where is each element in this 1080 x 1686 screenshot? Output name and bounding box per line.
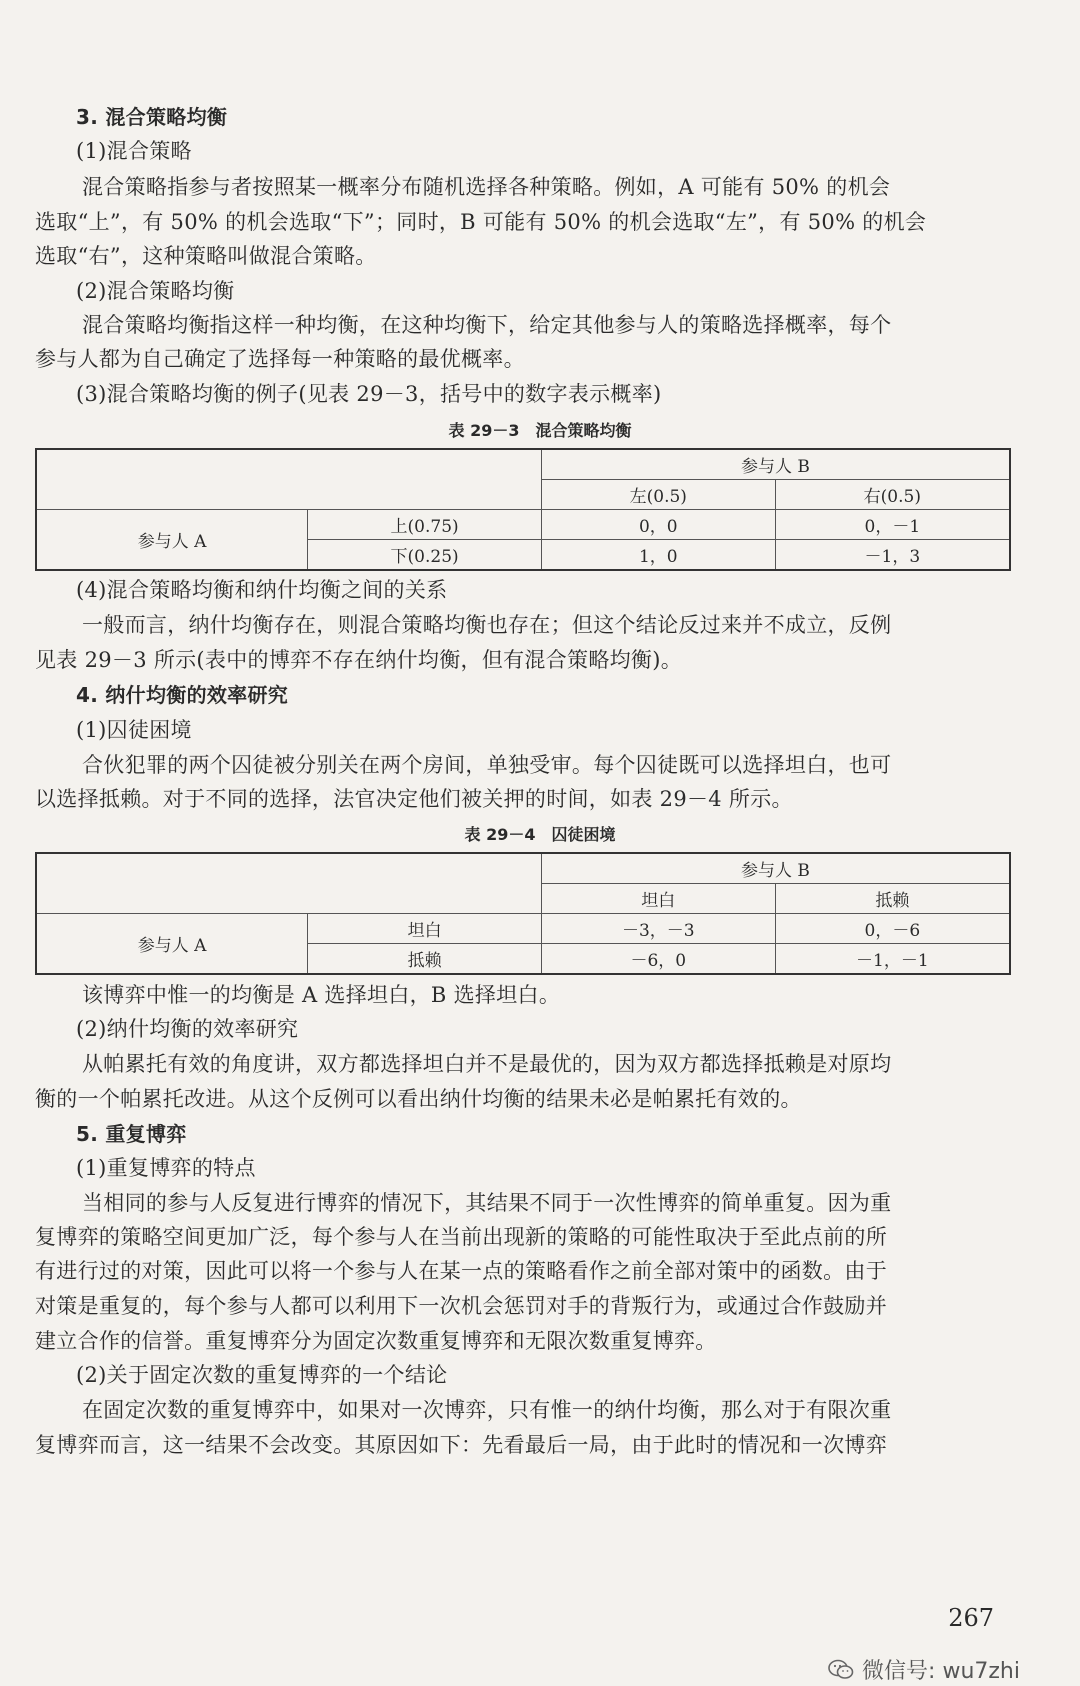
payoff-cell: －1，3 — [775, 540, 1010, 571]
player-b-header: 参与人 B — [541, 449, 1010, 480]
paragraph-line: 该博弈中惟一的均衡是 A 选择坦白，B 选择坦白。 — [82, 983, 561, 1007]
row-header: 抵赖 — [308, 944, 542, 975]
table-29-3 — [35, 448, 1011, 571]
paragraph-line: 从帕累托有效的角度讲，双方都选择坦白并不是最优的，因为双方都选择抵赖是对原均 — [82, 1052, 892, 1076]
col-header: 坦白 — [541, 884, 775, 914]
table-29-4 — [35, 852, 1011, 975]
paragraph-line: 选取“右”，这种策略叫做混合策略。 — [35, 244, 377, 268]
paragraph-line: 参与人都为自己确定了选择每一种策略的最优概率。 — [35, 347, 525, 371]
player-a-header: 参与人 A — [36, 510, 308, 571]
payoff-cell: －3，－3 — [541, 914, 775, 944]
paragraph-line: 合伙犯罪的两个囚徒被分别关在两个房间，单独受审。每个囚徒既可以选择坦白，也可 — [82, 753, 892, 777]
subsection-3-1: (1)混合策略 — [76, 139, 192, 163]
payoff-cell: 0，－6 — [775, 914, 1010, 944]
paragraph-line: 以选择抵赖。对于不同的选择，法官决定他们被关押的时间，如表 29－4 所示。 — [35, 787, 793, 811]
table-corner-cell — [36, 853, 541, 914]
paragraph-line: 一般而言，纳什均衡存在，则混合策略均衡也存在；但这个结论反过来并不成立，反例 — [82, 613, 892, 637]
page-number: 267 — [948, 1604, 994, 1632]
subsection-3-2: (2)混合策略均衡 — [76, 279, 235, 303]
wechat-icon — [828, 1659, 854, 1681]
table-29-3-caption: 表 29－3 混合策略均衡 — [448, 421, 632, 440]
payoff-cell: 0，－1 — [775, 510, 1010, 540]
paragraph-line: 复博弈而言，这一结果不会改变。其原因如下：先看最后一局，由于此时的情况和一次博弈 — [35, 1433, 887, 1457]
payoff-cell: 0，0 — [541, 510, 775, 540]
paragraph-line: 复博弈的策略空间更加广泛，每个参与人在当前出现新的策略的可能性取决于至此点前的所 — [35, 1225, 887, 1249]
col-header: 左(0.5) — [541, 480, 775, 510]
wechat-watermark — [828, 1654, 1020, 1685]
col-header: 抵赖 — [775, 884, 1010, 914]
paragraph-line: 选取“上”，有 50% 的机会选取“下”；同时，B 可能有 50% 的机会选取“左”，有 50% 的机会 — [35, 210, 927, 234]
row-header: 上(0.75) — [308, 510, 542, 540]
payoff-cell: －1，－1 — [775, 944, 1010, 975]
section-4-title: 4. 纳什均衡的效率研究 — [76, 683, 289, 707]
player-a-header: 参与人 A — [36, 914, 308, 975]
payoff-cell: 1，0 — [541, 540, 775, 571]
paragraph-line: 见表 29－3 所示(表中的博弈不存在纳什均衡，但有混合策略均衡)。 — [35, 648, 683, 672]
subsection-5-1: (1)重复博弈的特点 — [76, 1156, 256, 1180]
section-5-title: 5. 重复博弈 — [76, 1122, 187, 1146]
row-header: 坦白 — [308, 914, 542, 944]
paragraph-line: 有进行过的对策，因此可以将一个参与人在某一点的策略看作之前全部对策中的函数。由于 — [35, 1259, 887, 1283]
subsection-5-2: (2)关于固定次数的重复博弈的一个结论 — [76, 1363, 448, 1387]
col-header: 右(0.5) — [775, 480, 1010, 510]
paragraph-line: 建立合作的信誉。重复博弈分为固定次数重复博弈和无限次数重复博弈。 — [35, 1329, 717, 1353]
paragraph-line: 在固定次数的重复博弈中，如果对一次博弈，只有惟一的纳什均衡，那么对于有限次重 — [82, 1398, 892, 1422]
paragraph-line: 对策是重复的，每个参与人都可以利用下一次机会惩罚对手的背叛行为，或通过合作鼓励并 — [35, 1294, 887, 1318]
table-29-4-caption: 表 29－4 囚徒困境 — [464, 825, 616, 844]
paragraph-line: 混合策略指参与者按照某一概率分布随机选择各种策略。例如，A 可能有 50% 的机会 — [82, 175, 891, 199]
subsection-4-1: (1)囚徒困境 — [76, 718, 192, 742]
paragraph-line: 混合策略均衡指这样一种均衡，在这种均衡下，给定其他参与人的策略选择概率，每个 — [82, 313, 892, 337]
subsection-4-2: (2)纳什均衡的效率研究 — [76, 1017, 299, 1041]
watermark-text: 微信号: wu7zhi — [862, 1659, 1020, 1684]
subsection-3-3: (3)混合策略均衡的例子(见表 29－3，括号中的数字表示概率) — [76, 382, 662, 406]
section-3-title: 3. 混合策略均衡 — [76, 105, 228, 129]
paragraph-line: 衡的一个帕累托改进。从这个反例可以看出纳什均衡的结果未必是帕累托有效的。 — [35, 1087, 802, 1111]
row-header: 下(0.25) — [308, 540, 542, 571]
player-b-header: 参与人 B — [541, 853, 1010, 884]
payoff-cell: －6，0 — [541, 944, 775, 975]
paragraph-line: 当相同的参与人反复进行博弈的情况下，其结果不同于一次性博弈的简单重复。因为重 — [82, 1191, 892, 1215]
subsection-3-4: (4)混合策略均衡和纳什均衡之间的关系 — [76, 578, 448, 602]
table-corner-cell — [36, 449, 541, 510]
